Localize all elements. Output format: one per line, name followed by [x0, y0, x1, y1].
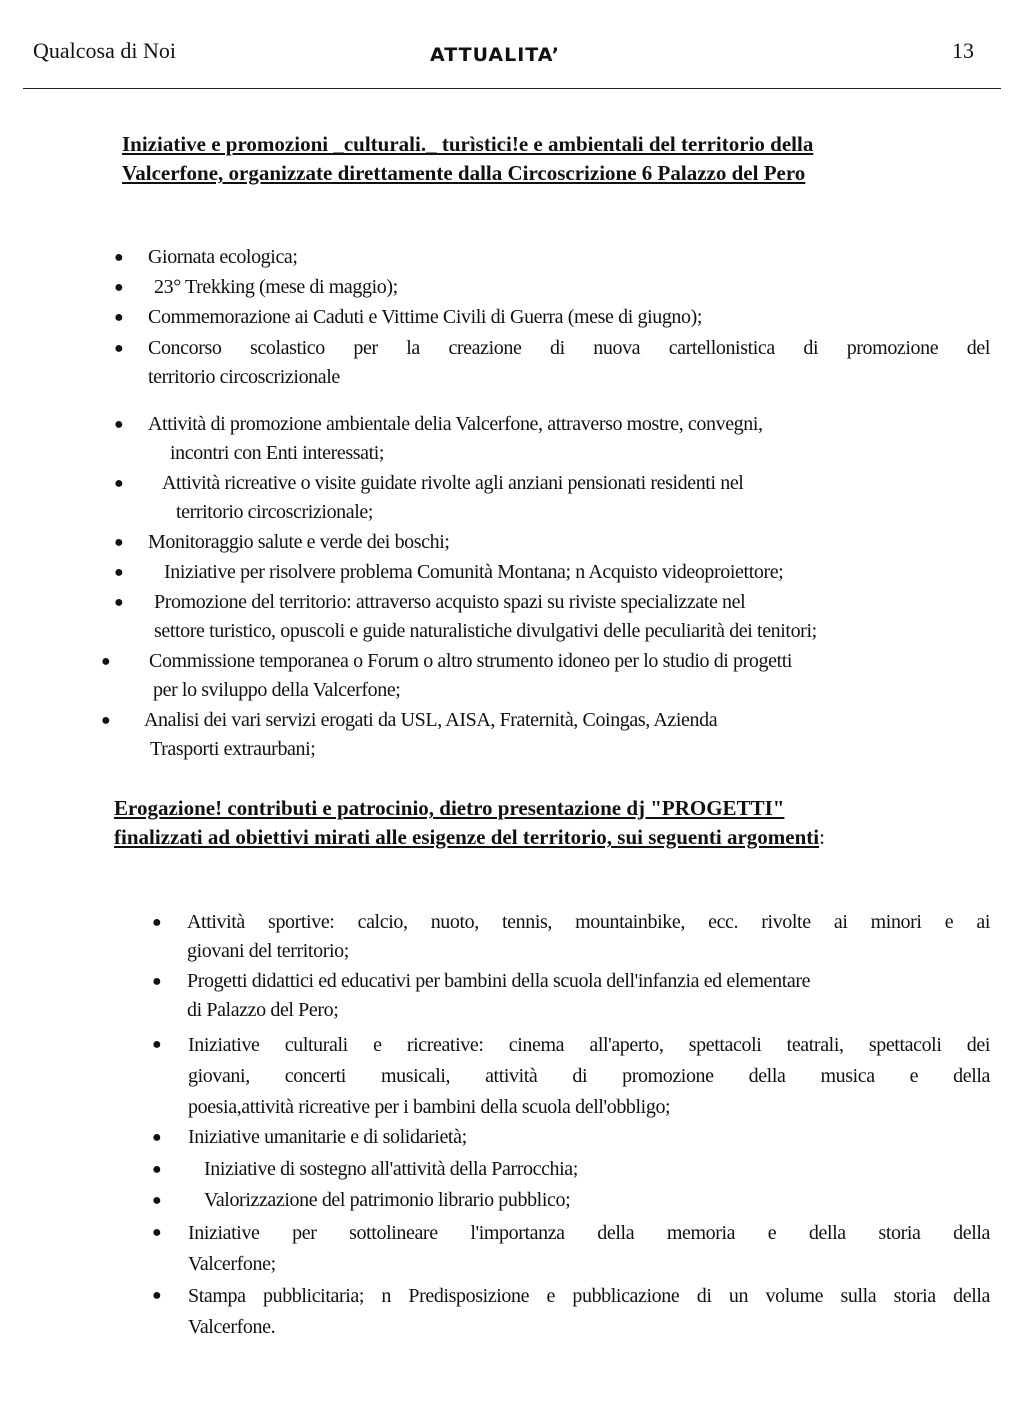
header-divider: [23, 88, 1001, 89]
bullet-icon: ●: [114, 249, 124, 266]
list-item-text: Iniziative umanitarie e di solidarietà;: [188, 1126, 467, 1148]
section1-heading-line2: Valcerfone, organizzate direttamente dalla Circoscrizione 6 Palazzo del Pero: [122, 161, 806, 185]
bullet-icon: ●: [114, 594, 124, 611]
bullet-icon: ●: [114, 309, 124, 326]
list-item-text: Commissione temporanea o Forum o altro strumento idoneo per lo studio di progetti: [149, 650, 793, 672]
section2-heading-line1: Erogazione! contributi e patrocinio, dietro presentazione dj "PROGETTI": [114, 796, 785, 820]
list-item-text: Commemorazione ai Caduti e Vittime Civili di Guerra (mese di giugno);: [148, 306, 703, 328]
list-item-text: Valcerfone.: [188, 1316, 276, 1338]
list-item: [149, 647, 792, 705]
list-item-text: Monitoraggio salute e verde dei boschi;: [148, 531, 450, 553]
bullet-icon: ●: [152, 973, 162, 990]
section2-heading: [114, 794, 994, 852]
bullet-icon: ●: [114, 475, 124, 492]
list-item: [162, 469, 743, 527]
bullet-icon: ●: [152, 1036, 162, 1053]
list-item: [148, 528, 450, 557]
list-item-text: Valorizzazione del patrimonio librario pubblico;: [204, 1189, 571, 1211]
list-item: [148, 410, 763, 468]
bullet-icon: ●: [101, 653, 111, 670]
bullet-icon: ●: [114, 534, 124, 551]
list-item-text: Trasporti extraurbani;: [150, 738, 316, 760]
bullet-icon: ●: [114, 340, 124, 357]
list-item-text: giovani, concerti musicali, attività di promozione della musica e della: [188, 1065, 990, 1087]
list-item: [204, 1186, 570, 1215]
list-item-text: Stampa pubblicitaria; n Predisposizione e pubblicazione di un volume sulla storia della: [188, 1285, 990, 1307]
list-item-text: Iniziative di sostegno all'attività della Parrocchia;: [204, 1158, 578, 1180]
list-item-text: Concorso scolastico per la creazione di nuova cartellonistica di promozione del: [148, 337, 990, 359]
list-item: [148, 303, 702, 332]
list-item: [188, 1218, 990, 1280]
list-item-text: Iniziative culturali e ricreative: cinema all'aperto, spettacoli teatrali, spettacoli dei: [188, 1034, 990, 1056]
bullet-icon: ●: [152, 914, 162, 931]
list-item-text: di Palazzo del Pero;: [187, 999, 339, 1021]
list-item-text: Valcerfone;: [188, 1253, 276, 1275]
list-item-text: territorio circoscrizionale: [148, 366, 340, 388]
list-item-text: Iniziative per sottolineare l'importanza della memoria e della storia della: [188, 1222, 990, 1244]
bullet-icon: ●: [152, 1224, 162, 1241]
list-item: [154, 273, 398, 302]
bullet-icon: ●: [152, 1192, 162, 1209]
page-number: 13: [952, 38, 974, 63]
section2-heading-line2: [114, 823, 994, 852]
list-item-text: Attività sportive: calcio, nuoto, tennis, mountainbike, ecc. rivolte ai minori e ai: [187, 911, 990, 933]
list-item-text: Attività di promozione ambientale delia Valcerfone, attraverso mostre, convegni,: [148, 413, 763, 435]
list-item-text: Promozione del territorio: attraverso acquisto spazi su riviste specializzate nel: [154, 591, 746, 613]
bullet-icon: ●: [114, 564, 124, 581]
section1-heading: [122, 130, 982, 188]
bullet-icon: ●: [152, 1161, 162, 1178]
list-item-text: 23° Trekking (mese di maggio);: [154, 276, 398, 298]
list-item: [187, 967, 810, 1025]
list-item-text: Progetti didattici ed educativi per bambini della scuola dell'infanzia ed elementare: [187, 970, 811, 992]
list-item-text: Iniziative per risolvere problema Comunità Montana; n Acquisto videoproiettore;: [164, 561, 784, 583]
list-item: [188, 1030, 990, 1123]
bullet-icon: ●: [152, 1129, 162, 1146]
list-item: [148, 243, 298, 272]
bullet-icon: ●: [114, 279, 124, 296]
list-item: [164, 558, 783, 587]
bullet-icon: ●: [101, 712, 111, 729]
list-item: [148, 334, 990, 392]
list-item-text: giovani del territorio;: [187, 940, 349, 962]
section1-heading-line1: Iniziative e promozioni _culturali._ turìstici!e e ambientali del territorio della: [122, 132, 814, 156]
list-item-text: Giornata ecologica;: [148, 246, 298, 268]
list-item: [154, 588, 817, 646]
list-item: [188, 1123, 467, 1152]
list-item: [188, 1281, 990, 1343]
list-item-text: settore turistico, opuscoli e guide naturalistiche divulgativi delle peculiarità dei tenitori;: [154, 620, 817, 642]
section2-heading-line2-text: finalizzati ad obiettivi mirati alle esigenze del territorio, sui seguenti argomenti: [114, 825, 820, 849]
list-item: [187, 908, 990, 966]
list-item-text: territorio circoscrizionale;: [176, 501, 374, 523]
list-item-text: poesia,attività ricreative per i bambini della scuola dell'obbligo;: [188, 1096, 671, 1118]
bullet-icon: ●: [114, 416, 124, 433]
list-item: [144, 706, 717, 764]
list-item-text: per lo sviluppo della Valcerfone;: [153, 679, 401, 701]
publication-title: Qualcosa di Noi: [33, 38, 176, 63]
section2-heading-colon: :: [819, 825, 825, 849]
list-item-text: Attività ricreative o visite guidate rivolte agli anziani pensionati residenti nel: [162, 472, 744, 494]
list-item-text: incontri con Enti interessati;: [170, 442, 385, 464]
section-title: ATTUALITA’: [430, 44, 560, 66]
list-item-text: Analisi dei vari servizi erogati da USL, AISA, Fraternità, Coingas, Azienda: [144, 709, 718, 731]
list-item: [204, 1155, 578, 1184]
bullet-icon: ●: [152, 1287, 162, 1304]
